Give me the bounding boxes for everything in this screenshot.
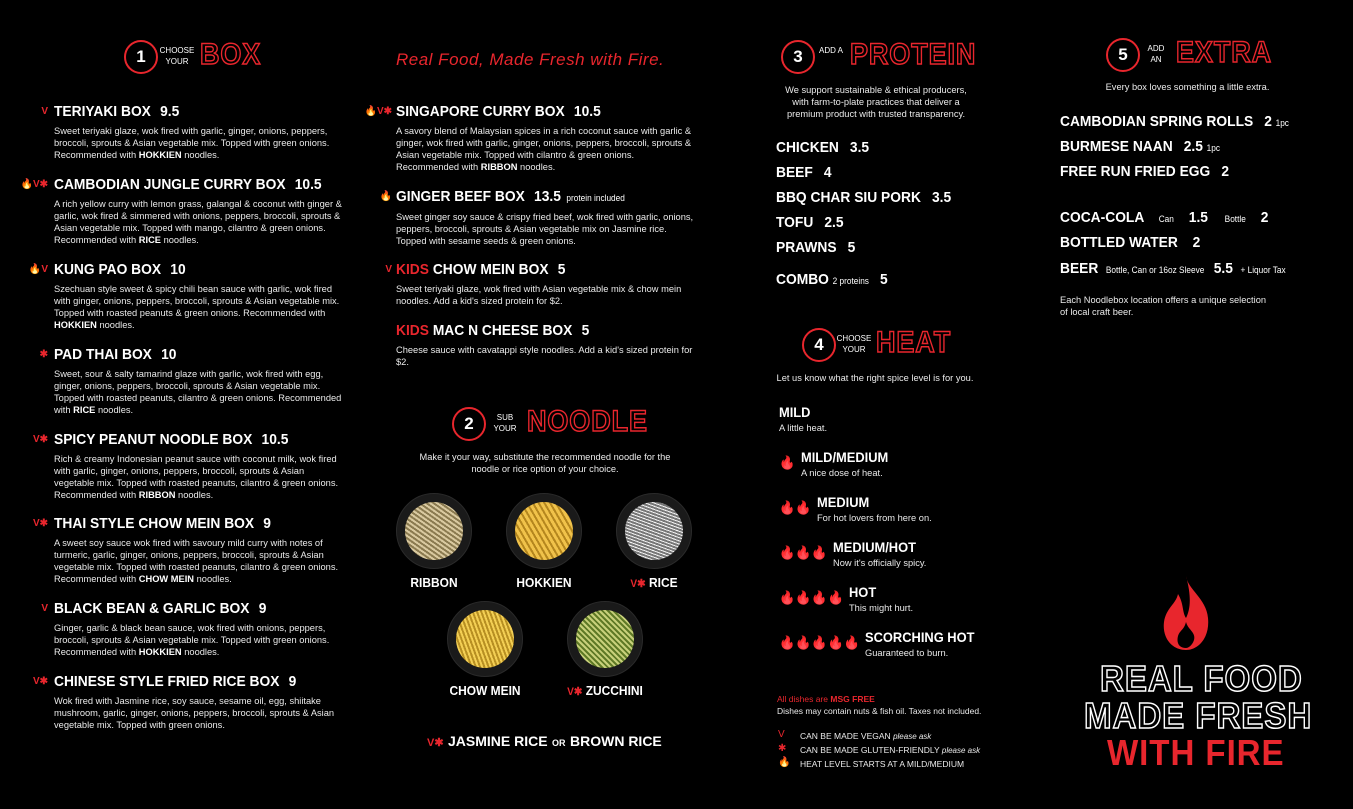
extra-price: 2 bbox=[1221, 163, 1230, 180]
heat-description: For hot lovers from here on. bbox=[817, 513, 932, 523]
rice-line-icons: V✱ bbox=[427, 737, 444, 749]
heat-description: Guaranteed to burn. bbox=[865, 648, 949, 658]
item-description bbox=[396, 283, 696, 307]
heat-description: This might hurt. bbox=[849, 603, 914, 613]
recommended-noodle: HOKKIEN bbox=[54, 320, 97, 330]
dietary-icons: 🔥V bbox=[28, 264, 48, 275]
drink-name: COCA-COLA bbox=[1060, 209, 1144, 226]
step-5-small-label: ADD AN bbox=[1147, 44, 1165, 64]
extra-row bbox=[1060, 113, 1289, 130]
dietary-icons: V bbox=[41, 603, 48, 614]
heat-flames-icon bbox=[779, 544, 828, 561]
heat-level[interactable] bbox=[849, 584, 913, 613]
item-price: 9 bbox=[258, 600, 267, 617]
legend-icon: ✱ bbox=[778, 743, 787, 754]
heat-flames-icon bbox=[779, 454, 795, 471]
msg-free-prefix: All dishes are bbox=[777, 694, 829, 704]
noodle-name: CHOW MEIN bbox=[449, 683, 521, 698]
noodle-fill bbox=[515, 502, 573, 560]
recommended-noodle: CHOW MEIN bbox=[138, 574, 195, 584]
protein-row bbox=[776, 164, 832, 181]
item-price: 5 bbox=[581, 322, 590, 339]
dietary-icons: 🔥V✱ bbox=[20, 179, 48, 190]
step-3-title: PROTEIN bbox=[850, 38, 977, 71]
description-tail: noodles. bbox=[163, 235, 199, 245]
step-5-number: 5 bbox=[1106, 38, 1140, 72]
beer-footnote: Each Noodlebox location offers a unique selection of local craft beer. bbox=[1060, 295, 1267, 317]
protein-row bbox=[776, 214, 844, 231]
noodle-name: RIBBON bbox=[410, 575, 458, 590]
noodle-label bbox=[393, 575, 476, 590]
description-text: Cheese sauce with cavatappi style noodles. Add a kid's sized protein for $2. bbox=[396, 345, 693, 367]
item-title bbox=[54, 346, 321, 364]
flame-icon: 🔥 bbox=[843, 635, 860, 650]
protein-price: 3.5 bbox=[849, 139, 870, 156]
description-text: Rich & creamy Indonesian peanut sauce with coconut milk, wok fired with garlic, ginger, onions, peppers, broccoli, sprouts & Asian vegetable mix. Topped with roasted peanuts, cilantro & green onions. Recommended with bbox=[54, 454, 339, 500]
item-name: KUNG PAO BOX bbox=[54, 261, 162, 278]
flame-icon: 🔥 bbox=[779, 455, 796, 470]
item-title bbox=[54, 431, 321, 449]
menu-item bbox=[54, 346, 344, 416]
item-title bbox=[54, 600, 321, 618]
flame-icon: 🔥 bbox=[779, 500, 796, 515]
item-description bbox=[396, 344, 696, 368]
description-tail: noodles. bbox=[184, 150, 220, 160]
legend-text: CAN BE MADE GLUTEN-FRIENDLY bbox=[800, 745, 940, 755]
description-tail: noodles. bbox=[520, 162, 556, 172]
protein-name: CHICKEN bbox=[776, 139, 839, 156]
step-2-title: NOODLE bbox=[527, 405, 648, 438]
flame-icon: 🔥 bbox=[827, 635, 844, 650]
item-description bbox=[396, 125, 696, 173]
legend-entry bbox=[800, 731, 931, 741]
description-text: Ginger, garlic & black bean sauce, wok fired with onions, peppers, broccoli, sprouts & Asian vegetable mix. Topped with green onions. Recommended with bbox=[54, 623, 330, 657]
menu-item bbox=[54, 600, 344, 658]
bottle-label: Bottle bbox=[1224, 214, 1246, 224]
flame-icon: 🔥 bbox=[827, 590, 844, 605]
jasmine-rice-label: JASMINE RICE bbox=[448, 733, 548, 749]
heat-description: A nice dose of heat. bbox=[801, 468, 883, 478]
protein-price: 4 bbox=[823, 164, 832, 181]
protein-note: 2 proteins bbox=[832, 276, 869, 286]
item-price: 10.5 bbox=[294, 176, 322, 193]
heat-title: MILD/MEDIUM bbox=[801, 449, 889, 465]
noodle-option[interactable] bbox=[560, 601, 650, 698]
menu-item bbox=[54, 261, 344, 331]
drink-bottled-water bbox=[1060, 234, 1200, 251]
item-description bbox=[54, 283, 344, 331]
dietary-icons: V✱ bbox=[32, 434, 48, 445]
item-title bbox=[54, 103, 321, 121]
flame-icon: 🔥 bbox=[779, 635, 796, 650]
description-text: Sweet, sour & salty tamarind glaze with garlic, wok fired with egg, ginger, onions, peppers, broccoli, sprouts & Asian vegetable mix. Topped with roasted peanuts, cilantro & green onions. Recommended with bbox=[54, 369, 342, 415]
item-price: 13.5 bbox=[534, 188, 561, 205]
description-tail: noodles. bbox=[178, 490, 214, 500]
item-title bbox=[54, 673, 321, 691]
noodle-bowl-image bbox=[506, 493, 582, 569]
protein-price: 2.5 bbox=[824, 214, 844, 231]
extra-note: 1pc bbox=[1275, 118, 1289, 128]
protein-price: 5 bbox=[879, 271, 888, 288]
legal-disclaimer: Dishes may contain nuts & fish oil. Taxes not included. bbox=[777, 706, 982, 716]
slogan-line-2: MADE FRESH bbox=[1084, 695, 1313, 736]
item-price: 9 bbox=[288, 673, 297, 690]
dietary-icons: 🔥V✱ bbox=[364, 106, 392, 117]
item-name: PAD THAI BOX bbox=[54, 346, 152, 363]
description-text: Sweet ginger soy sauce & crispy fried beef, wok fired with garlic, onions, peppers, broccoli, sprouts & Asian vegetable mix on Jasmine rice. Topped with sesame seeds & green onions. bbox=[396, 212, 694, 246]
extra-price: 2.5 bbox=[1183, 138, 1203, 155]
drink-beer bbox=[1060, 260, 1286, 277]
heat-level[interactable] bbox=[817, 494, 932, 523]
protein-row bbox=[776, 189, 951, 206]
description-tail: noodles. bbox=[184, 647, 220, 657]
noodle-name: RICE bbox=[648, 575, 678, 590]
protein-row bbox=[776, 239, 855, 256]
beer-price: 5.5 bbox=[1213, 260, 1233, 277]
protein-row bbox=[776, 139, 869, 156]
item-name: MAC N CHEESE BOX bbox=[432, 322, 573, 339]
item-name: CAMBODIAN JUNGLE CURRY BOX bbox=[54, 176, 286, 193]
legend-entry bbox=[800, 745, 980, 755]
menu-item bbox=[396, 322, 696, 368]
flame-icon: 🔥 bbox=[795, 545, 812, 560]
drink-price: 2 bbox=[1192, 234, 1201, 251]
noodle-bowl-image bbox=[616, 493, 692, 569]
description-tail: noodles. bbox=[99, 320, 135, 330]
item-name: THAI STYLE CHOW MEIN BOX bbox=[54, 515, 255, 532]
extra-row bbox=[1060, 163, 1229, 180]
noodle-bowl-image bbox=[447, 601, 523, 677]
heat-flames-icon bbox=[779, 499, 811, 516]
heat-level[interactable] bbox=[779, 404, 827, 433]
protein-price: 3.5 bbox=[931, 189, 952, 206]
description-text: A rich yellow curry with lemon grass, galangal & coconut with ginger & garlic, wok fired & simmered with onions, peppers, broccoli, sprouts & Asian vegetable mix. Topped with mango, cilantro & green onions. Recommended with bbox=[54, 199, 342, 245]
beer-tax: + Liquor Tax bbox=[1240, 265, 1286, 275]
item-price: 10 bbox=[161, 346, 177, 363]
noodle-option[interactable] bbox=[609, 493, 699, 590]
description-text: A savory blend of Malaysian spices in a rich coconut sauce with garlic & ginger, wok fired with garlic, ginger, onions, peppers, broccoli, sprouts & Asian vegetable mix. Topped with cilantro & green onions. Recommended with bbox=[396, 126, 692, 172]
step-1-small-label: CHOOSE YOUR bbox=[159, 46, 195, 66]
item-price: 10.5 bbox=[573, 103, 601, 120]
extra-name: BURMESE NAAN bbox=[1060, 138, 1173, 155]
step-4-intro: Let us know what the right spice level is for you. bbox=[776, 373, 974, 383]
flame-icon: 🔥 bbox=[795, 635, 812, 650]
legend-icon: 🔥 bbox=[778, 757, 791, 768]
protein-row bbox=[776, 271, 888, 288]
item-title bbox=[54, 515, 321, 533]
heat-flames-icon bbox=[779, 589, 844, 606]
protein-name: TOFU bbox=[776, 214, 814, 231]
rice-or-label: OR bbox=[552, 738, 566, 748]
flame-logo-icon bbox=[1158, 574, 1214, 654]
noodle-option[interactable] bbox=[440, 601, 530, 698]
beer-note: Bottle, Can or 16oz Sleeve bbox=[1105, 265, 1205, 275]
drink-name: BEER bbox=[1060, 260, 1099, 277]
noodle-bowl-image bbox=[396, 493, 472, 569]
recommended-noodle: HOKKIEN bbox=[138, 647, 182, 657]
kids-label: KIDS bbox=[396, 322, 429, 339]
heat-description: A little heat. bbox=[779, 423, 828, 433]
item-name: BLACK BEAN & GARLIC BOX bbox=[54, 600, 250, 617]
legend-icon: V bbox=[778, 729, 785, 740]
noodle-name: HOKKIEN bbox=[516, 575, 572, 590]
drink-name: BOTTLED WATER bbox=[1060, 234, 1178, 251]
flame-icon: 🔥 bbox=[795, 590, 812, 605]
item-description bbox=[54, 622, 344, 658]
noodle-label bbox=[613, 575, 696, 590]
protein-name: BEEF bbox=[776, 164, 813, 181]
noodle-fill bbox=[576, 610, 634, 668]
step-4-number: 4 bbox=[802, 328, 836, 362]
msg-free-label: MSG FREE bbox=[830, 694, 875, 704]
flame-icon: 🔥 bbox=[795, 500, 812, 515]
item-title bbox=[396, 261, 672, 279]
tagline: Real Food, Made Fresh with Fire. bbox=[396, 50, 665, 69]
step-1-number: 1 bbox=[124, 40, 158, 74]
menu-item bbox=[396, 261, 696, 307]
heat-level[interactable] bbox=[801, 449, 896, 478]
step-4-small-label: CHOOSE YOUR bbox=[836, 334, 872, 354]
item-price: 9.5 bbox=[160, 103, 180, 120]
menu-item bbox=[54, 673, 344, 731]
item-price: 5 bbox=[557, 261, 566, 278]
menu-item bbox=[54, 176, 344, 246]
flame-icon: 🔥 bbox=[811, 635, 828, 650]
protein-name: COMBO bbox=[776, 271, 829, 288]
msg-free-line bbox=[777, 694, 875, 704]
noodle-fill bbox=[456, 610, 514, 668]
legend-entry bbox=[800, 759, 964, 769]
drink-coca-cola bbox=[1060, 209, 1268, 226]
noodle-fill bbox=[405, 502, 463, 560]
noodle-option[interactable] bbox=[389, 493, 479, 590]
brown-rice-label: BROWN RICE bbox=[570, 733, 662, 749]
item-name: TERIYAKI BOX bbox=[54, 103, 151, 120]
extra-row bbox=[1060, 138, 1220, 155]
item-note: protein included bbox=[566, 193, 625, 203]
step-5-title: EXTRA bbox=[1176, 36, 1273, 69]
dietary-icons: V✱ bbox=[32, 676, 48, 687]
menu-item bbox=[396, 188, 696, 247]
noodle-label bbox=[564, 683, 647, 698]
step-2-small-label: SUB YOUR bbox=[493, 413, 517, 433]
heat-title: MEDIUM bbox=[817, 494, 870, 510]
description-text: A sweet soy sauce wok fired with savoury mild curry with notes of turmeric, garlic, ginger, onions, peppers, broccoli, sprouts & Asian vegetable mix. Topped with roasted peanuts, cilantro & green onions. Recommended with bbox=[54, 538, 339, 584]
noodle-name: ZUCCHINI bbox=[585, 683, 643, 698]
heat-description: Now it's officially spicy. bbox=[833, 558, 927, 568]
step-3-intro: We support sustainable & ethical producers, with farm-to-plate practices that deliver a premium product with trusted transparency. bbox=[785, 85, 967, 119]
can-label: Can bbox=[1158, 214, 1174, 224]
step-4-title: HEAT bbox=[876, 326, 952, 359]
flame-icon: 🔥 bbox=[779, 545, 796, 560]
heat-title: SCORCHING HOT bbox=[865, 629, 975, 645]
dietary-icons: V✱ bbox=[630, 578, 646, 590]
extra-name: CAMBODIAN SPRING ROLLS bbox=[1060, 113, 1254, 130]
dietary-icons: V bbox=[385, 264, 392, 275]
bottle-price: 2 bbox=[1260, 209, 1269, 226]
dietary-icons: 🔥 bbox=[379, 191, 392, 202]
heat-title: HOT bbox=[849, 584, 877, 600]
protein-name: BBQ CHAR SIU PORK bbox=[776, 189, 921, 206]
noodle-bowl-image bbox=[567, 601, 643, 677]
item-title bbox=[54, 176, 321, 194]
slogan-line-3: WITH FIRE bbox=[1107, 732, 1285, 773]
flame-icon: 🔥 bbox=[779, 590, 796, 605]
menu-item bbox=[54, 103, 344, 161]
item-description bbox=[54, 453, 344, 501]
item-title bbox=[396, 188, 672, 207]
recommended-noodle: RICE bbox=[73, 405, 96, 415]
step-3-number: 3 bbox=[781, 40, 815, 74]
extra-price: 2 bbox=[1264, 113, 1272, 130]
item-description bbox=[54, 368, 344, 416]
legend-text: CAN BE MADE VEGAN bbox=[800, 731, 891, 741]
step-2-intro: Make it your way, substitute the recommended noodle for the noodle or rice option of your choice. bbox=[419, 452, 671, 474]
step-3-small-label: ADD A bbox=[818, 46, 843, 55]
step-5-intro: Every box loves something a little extra. bbox=[1105, 82, 1270, 92]
step-2-number: 2 bbox=[452, 407, 486, 441]
extra-name: FREE RUN FRIED EGG bbox=[1060, 163, 1211, 180]
kids-label: KIDS bbox=[396, 261, 429, 278]
dietary-icons: V✱ bbox=[32, 518, 48, 529]
item-name: SPICY PEANUT NOODLE BOX bbox=[54, 431, 253, 448]
noodle-label bbox=[503, 575, 586, 590]
description-text: Sweet teriyaki glaze, wok fired with Asian vegetable mix & chow mein noodles. Add a kid's sized protein for $2. bbox=[396, 284, 682, 306]
recommended-noodle: RICE bbox=[138, 235, 161, 245]
heat-title: MEDIUM/HOT bbox=[833, 539, 917, 555]
protein-name: PRAWNS bbox=[776, 239, 837, 256]
item-name: SINGAPORE CURRY BOX bbox=[396, 103, 565, 120]
item-price: 10.5 bbox=[261, 431, 289, 448]
item-description bbox=[396, 211, 696, 247]
item-title bbox=[396, 103, 672, 121]
menu-item bbox=[54, 431, 344, 501]
dietary-icons: V✱ bbox=[567, 686, 583, 698]
item-price: 9 bbox=[263, 515, 271, 532]
heat-flames-icon bbox=[779, 634, 860, 651]
item-name: CHOW MEIN BOX bbox=[432, 261, 549, 278]
noodle-option[interactable] bbox=[499, 493, 589, 590]
description-text: Sweet teriyaki glaze, wok fired with garlic, ginger, onions, peppers, broccoli, sprouts & Asian vegetable mix. Topped with green onions. Recommended with bbox=[54, 126, 330, 160]
legend-note: please ask bbox=[941, 746, 981, 755]
description-tail: noodles. bbox=[196, 574, 232, 584]
item-price: 10 bbox=[170, 261, 186, 278]
description-tail: noodles. bbox=[97, 405, 134, 415]
description-text: Wok fired with Jasmine rice, soy sauce, sesame oil, egg, shiitake mushroom, garlic, ginger, onions, peppers, broccoli, sprouts & Asian vegetable mix. Topped with green onions. bbox=[54, 696, 335, 730]
item-title bbox=[54, 261, 321, 279]
legend-text: HEAT LEVEL STARTS AT A MILD/MEDIUM bbox=[800, 759, 965, 769]
noodle-label bbox=[444, 683, 527, 698]
slogan-line-1: REAL FOOD bbox=[1100, 658, 1303, 699]
item-name: GINGER BEEF BOX bbox=[396, 188, 525, 205]
protein-price: 5 bbox=[847, 239, 856, 256]
recommended-noodle: RIBBON bbox=[480, 162, 518, 172]
item-description bbox=[54, 125, 344, 161]
recommended-noodle: HOKKIEN bbox=[138, 150, 182, 160]
heat-level[interactable] bbox=[833, 539, 926, 568]
item-description bbox=[54, 198, 344, 246]
can-price: 1.5 bbox=[1188, 209, 1208, 226]
recommended-noodle: RIBBON bbox=[138, 490, 176, 500]
dietary-icons: ✱ bbox=[39, 349, 48, 360]
flame-icon: 🔥 bbox=[811, 590, 828, 605]
noodle-fill bbox=[625, 502, 683, 560]
heat-level[interactable] bbox=[865, 629, 984, 658]
menu-item bbox=[396, 103, 696, 173]
item-title bbox=[396, 322, 672, 340]
description-text: Szechuan style sweet & spicy chili bean sauce with garlic, wok fired with ginger, onions, peppers, broccoli, sprouts & Asian vegetable mix. Topped with roasted peanuts & green onions. Recommended with bbox=[54, 284, 340, 318]
rice-line bbox=[427, 733, 662, 751]
extra-note: 1pc bbox=[1206, 143, 1220, 153]
dietary-icons: V bbox=[41, 106, 48, 117]
heat-title: MILD bbox=[779, 404, 811, 420]
menu-item bbox=[54, 515, 344, 585]
item-name: CHINESE STYLE FRIED RICE BOX bbox=[54, 673, 280, 690]
legend-note: please ask bbox=[893, 732, 932, 741]
item-description bbox=[54, 537, 344, 585]
item-description bbox=[54, 695, 344, 731]
step-1-title: BOX bbox=[200, 38, 262, 71]
flame-icon: 🔥 bbox=[811, 545, 828, 560]
